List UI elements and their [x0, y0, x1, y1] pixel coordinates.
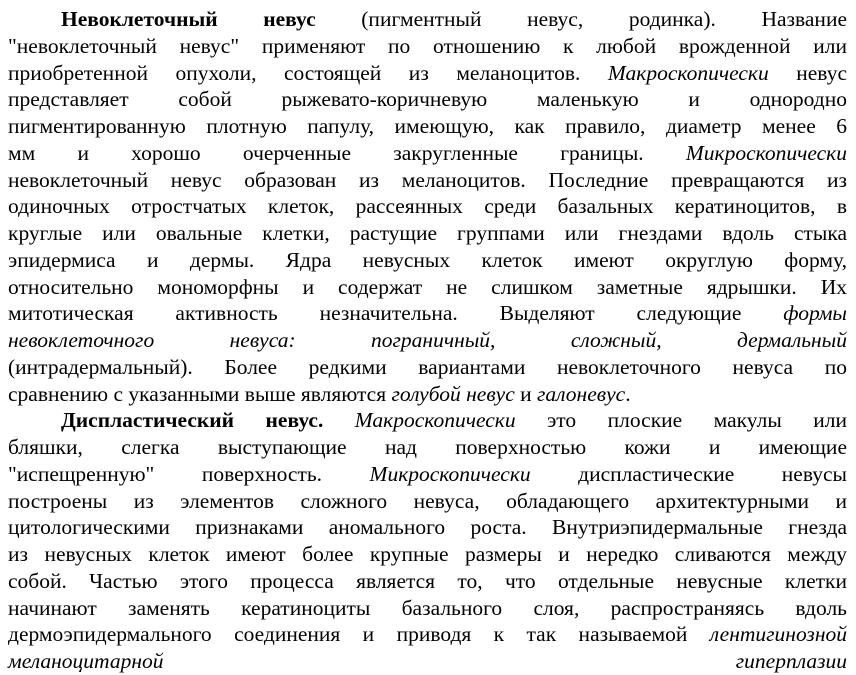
text-run: собой. Частью этого процесса является то, что отдельные невусные клетки: [8, 568, 847, 593]
italic-text-run: голубой невус: [391, 381, 515, 406]
text-run: цитологическими признаками аномального роста. Внутриэпидермальные гнезда: [8, 515, 847, 540]
text-line: [8, 113, 847, 140]
text-line: [8, 300, 847, 327]
text-run: дермоэпидермального соединения и приводя к так называемой: [8, 622, 710, 647]
text-run: круглые или овальные клетки, растущие группами или гнездами вдоль стыка: [8, 221, 847, 245]
italic-text-run: невоклеточного невуса: пограничный, сложный, дермальный: [8, 328, 847, 352]
text-line: [8, 568, 847, 595]
text-line: [8, 247, 847, 274]
italic-text-run: меланоцитарной гиперплазии: [8, 649, 847, 673]
italic-text-run: Микроскопически: [369, 461, 531, 486]
text-line: [8, 220, 847, 247]
text-line: [8, 60, 847, 87]
heading-run: Диспластический невус.: [61, 408, 355, 433]
text-line: [8, 407, 847, 434]
text-line: [8, 274, 847, 301]
text-run: пигментированную плотную папулу, имеющую, как правило, диаметр менее 6: [8, 114, 847, 138]
text-run: мм и хорошо очерченные закругленные границы.: [8, 140, 686, 165]
text-line: [8, 327, 847, 354]
italic-text-run: формы: [783, 301, 847, 326]
italic-text-run: лентигинозной: [709, 622, 847, 647]
text-line: [8, 86, 847, 113]
italic-text-run: Макроскопически: [607, 60, 769, 85]
text-run: (интрадермальный). Более редкими вариантами невоклеточного невуса по: [8, 354, 847, 379]
paragraph-nevocellular-nevus: [8, 6, 847, 407]
text-run: митотическая активность незначительна. Выделяют следующие: [8, 301, 784, 326]
heading-run: Невоклеточный невус: [61, 7, 316, 31]
text-run: эпидермиса и дермы. Ядра невусных клеток имеют округлую форму,: [8, 247, 847, 272]
text-run: (пигментный невус, родинка). Название: [315, 7, 847, 31]
text-line: [8, 167, 847, 194]
text-run: .: [625, 381, 631, 406]
text-run: начинают заменять кератиноциты базального слоя, распространяясь вдоль: [8, 595, 847, 620]
text-run: относительно мономорфны и содержат не слишком заметные ядрышки. Их: [8, 274, 847, 299]
text-line: [8, 514, 847, 541]
text-run: невус: [768, 60, 848, 85]
text-run: сравнению с указанными выше являются: [8, 381, 392, 406]
text-line: [8, 193, 847, 220]
text-line: [8, 381, 847, 408]
italic-text-run: Макроскопически: [354, 408, 516, 433]
text-run: "испещренную" поверхность.: [8, 461, 370, 486]
paragraph-dysplastic-nevus: [8, 407, 847, 675]
text-line: [8, 354, 847, 381]
text-line: [8, 6, 847, 33]
text-line: [8, 621, 847, 648]
text-run: из невусных клеток имеют более крупные размеры и нередко сливаются между: [8, 542, 847, 566]
italic-text-run: Микроскопически: [685, 140, 847, 165]
text-line: [8, 140, 847, 167]
italic-text-run: галоневус: [537, 381, 626, 406]
text-run: одиночных отростчатых клеток, рассеянных среди базальных кератиноцитов, в: [8, 194, 847, 219]
text-line: [8, 595, 847, 622]
text-line: [8, 541, 847, 568]
text-line-clipped: [8, 648, 847, 675]
text-run: невоклеточный невус образован из меланоцитов. Последние превращаются из: [8, 167, 847, 192]
text-run: и: [514, 381, 538, 406]
text-line: [8, 488, 847, 515]
text-run: приобретенной опухоли, состоящей из меланоцитов.: [8, 60, 608, 85]
text-run: "невоклеточный невус" применяют по отношению к любой врожденной или: [8, 33, 847, 58]
text-run: это плоские макулы или: [515, 408, 847, 433]
text-run: представляет собой рыжевато-коричневую маленькую и однородно: [8, 87, 847, 112]
text-run: построены из элементов сложного невуса, обладающего архитектурными и: [8, 488, 847, 513]
text-line: [8, 461, 847, 488]
text-line: [8, 33, 847, 60]
text-run: бляшки, слегка выступающие над поверхностью кожи и имеющие: [8, 435, 847, 459]
text-run: диспластические невусы: [530, 461, 847, 486]
text-line: [8, 434, 847, 461]
